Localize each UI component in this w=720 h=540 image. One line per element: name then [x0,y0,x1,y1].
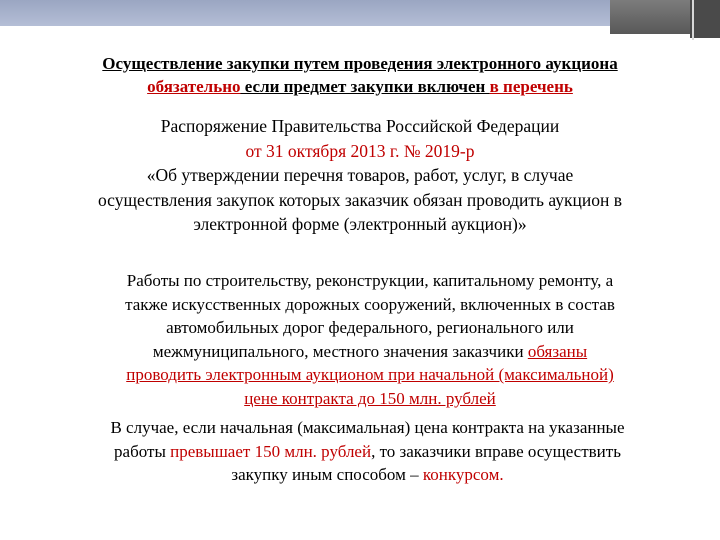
works-line-3: автомобильных дорог федерального, регионального или [166,318,574,338]
decree-line-4: осуществления закупок которых заказчик обязан проводить аукцион в [98,189,622,210]
otherwise-line-1: В случае, если начальная (максимальная) цена контракта на указанные [110,418,625,437]
heading-mandatory: обязательно [147,77,241,96]
heading-list: в перечень [489,77,573,96]
otherwise-line-2 [45,440,690,464]
slide-heading [30,52,690,98]
works-paragraph [50,269,690,411]
top-bar-edge [690,0,720,38]
otherwise-line-2-a: работы [114,441,171,461]
otherwise-line-3-a: закупку иным способом – [231,465,423,485]
otherwise-paragraph [45,416,690,487]
heading-condition: если предмет закупки включен [240,77,490,96]
decree-line-3: «Об утверждении перечня товаров, работ, услуг, в случае [146,165,574,185]
works-line-4-text: межмуниципального, местного значения заказчики [152,341,528,361]
works-line-5: проводить электронным аукционом при начальной (максимальной) [126,365,614,385]
works-obliged: обязаны [527,341,588,361]
heading-line-1: Осуществление закупки путем проведения электронного аукциона [102,54,618,73]
decree-block [30,114,690,237]
otherwise-line-3 [45,463,690,487]
decree-date: от 31 октября 2013 г. № 2019-р [245,140,475,161]
top-bar-divider [692,0,694,40]
works-line-1: Работы по строительству, реконструкции, капитальному ремонту, а [126,271,614,290]
heading-line-2 [30,75,690,98]
works-line-6: цене контракта до 150 млн. рублей [244,388,496,408]
works-line-2: также искусственных дорожных сооружений, включенных в состав [125,294,615,314]
otherwise-line-2-b: , то заказчики вправе осуществить [371,441,621,461]
top-bar-light [0,0,690,26]
otherwise-exceeds: превышает 150 млн. рублей [170,441,372,461]
top-decoration-bar [0,0,720,38]
decree-line-5: электронной форме (электронный аукцион)» [193,214,527,234]
otherwise-competition: конкурсом. [422,465,504,485]
decree-line-1: Распоряжение Правительства Российской Федерации [160,116,560,136]
works-line-4 [50,340,690,364]
